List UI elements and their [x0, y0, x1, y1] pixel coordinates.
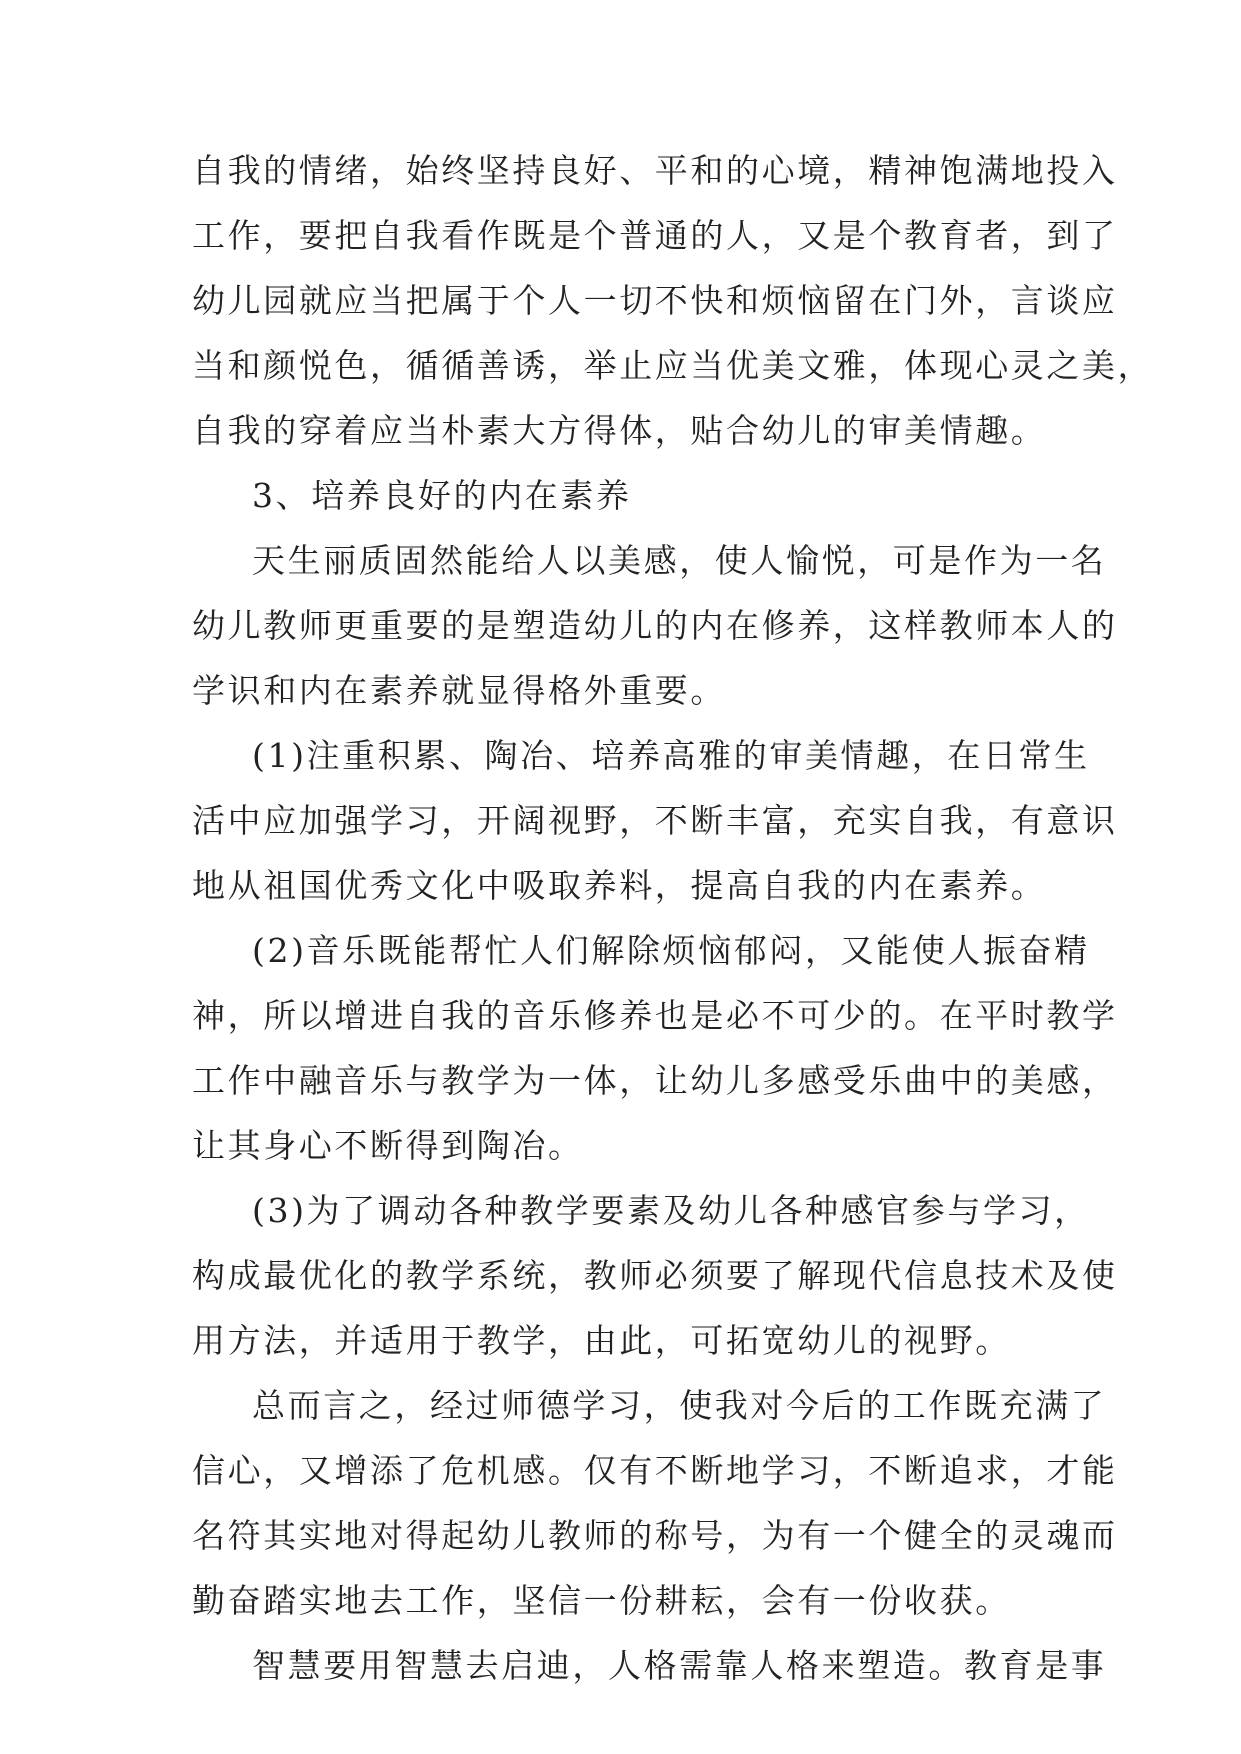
text-line: (1)注重积累、陶冶、培养高雅的审美情趣，在日常生: [252, 736, 1090, 775]
text-line: 地从祖国优秀文化中吸取养料，提高自我的内在素养。: [192, 866, 1047, 905]
text-line: 学识和内在素养就显得格外重要。: [192, 671, 726, 710]
text-line: (3)为了调动各种教学要素及幼儿各种感官参与学习，: [252, 1191, 1090, 1230]
text-line: 工作，要把自我看作既是个普通的人，又是个教育者，到了: [192, 216, 1118, 255]
text-line: 幼儿教师更重要的是塑造幼儿的内在修养，这样教师本人的: [192, 606, 1118, 645]
section-heading: 3、培养良好的内在素养: [252, 476, 632, 515]
text-line: 当和颜悦色，循循善诱，举止应当优美文雅，体现心灵之美，: [192, 346, 1154, 385]
text-line: 总而言之，经过师德学习，使我对今后的工作既充满了: [252, 1386, 1107, 1425]
text-line: 自我的穿着应当朴素大方得体，贴合幼儿的审美情趣。: [192, 411, 1047, 450]
text-line: (2)音乐既能帮忙人们解除烦恼郁闷，又能使人振奋精: [252, 931, 1090, 970]
text-line: 构成最优化的教学系统，教师必须要了解现代信息技术及使: [192, 1256, 1118, 1295]
text-line: 自我的情绪，始终坚持良好、平和的心境，精神饱满地投入: [192, 151, 1118, 190]
text-line: 信心，又增添了危机感。仅有不断地学习，不断追求，才能: [192, 1451, 1118, 1490]
text-line: 神，所以增进自我的音乐修养也是必不可少的。在平时教学: [192, 996, 1118, 1035]
text-line: 工作中融音乐与教学为一体，让幼儿多感受乐曲中的美感，: [192, 1061, 1118, 1100]
text-line: 天生丽质固然能给人以美感，使人愉悦，可是作为一名: [252, 541, 1107, 580]
text-line: 名符其实地对得起幼儿教师的称号，为有一个健全的灵魂而: [192, 1516, 1118, 1555]
text-line: 幼儿园就应当把属于个人一切不快和烦恼留在门外，言谈应: [192, 281, 1118, 320]
text-line: 智慧要用智慧去启迪，人格需靠人格来塑造。教育是事: [252, 1646, 1107, 1685]
text-line: 勤奋踏实地去工作，坚信一份耕耘，会有一份收获。: [192, 1581, 1011, 1620]
text-line: 让其身心不断得到陶冶。: [192, 1126, 584, 1165]
text-line: 活中应加强学习，开阔视野，不断丰富，充实自我，有意识: [192, 801, 1118, 840]
text-line: 用方法，并适用于教学，由此，可拓宽幼儿的视野。: [192, 1321, 1011, 1360]
